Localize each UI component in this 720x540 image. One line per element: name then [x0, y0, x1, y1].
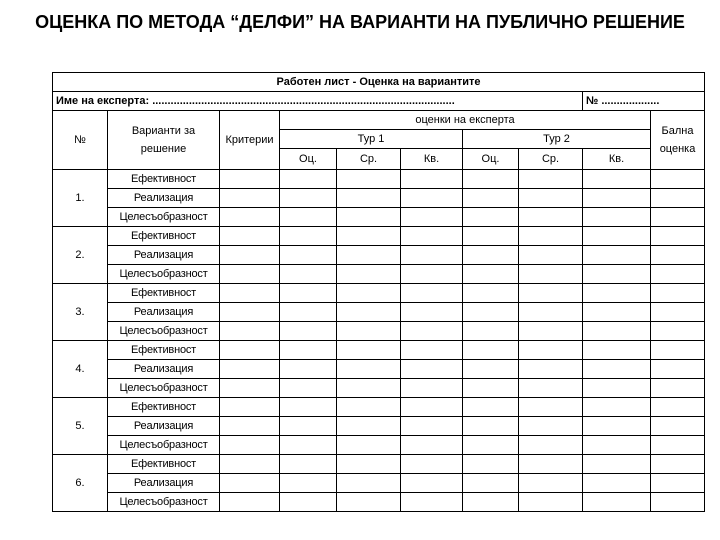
- score-r2-cell[interactable]: [463, 455, 519, 474]
- table-row: [53, 246, 705, 265]
- variant-number: 2.: [53, 227, 108, 284]
- evaluation-worksheet: [52, 72, 705, 512]
- table-row: [53, 398, 705, 417]
- header-quartile-r2: Кв.: [583, 149, 651, 170]
- weight-score-cell[interactable]: [651, 246, 705, 265]
- page-title: ОЦЕНКА ПО МЕТОДА “ДЕЛФИ” НА ВАРИАНТИ НА ПУБЛИЧНО РЕШЕНИЕ: [35, 12, 685, 32]
- criterion-label: Ефективност: [108, 398, 220, 417]
- criteria-cell[interactable]: [220, 170, 280, 189]
- quartile-r1-cell[interactable]: [401, 208, 463, 227]
- criterion-label: Целесъобразност: [108, 379, 220, 398]
- score-r1-cell[interactable]: [280, 474, 337, 493]
- quartile-r2-cell[interactable]: [583, 284, 651, 303]
- criterion-label: Ефективност: [108, 455, 220, 474]
- table-row: [53, 322, 705, 341]
- criteria-cell[interactable]: [220, 322, 280, 341]
- criteria-cell[interactable]: [220, 455, 280, 474]
- score-r2-cell[interactable]: [463, 227, 519, 246]
- table-row: [53, 265, 705, 284]
- criterion-label: Целесъобразност: [108, 436, 220, 455]
- mean-r1-cell[interactable]: [337, 417, 401, 436]
- mean-r2-cell[interactable]: [519, 474, 583, 493]
- quartile-r2-cell[interactable]: [583, 265, 651, 284]
- score-r1-cell[interactable]: [280, 284, 337, 303]
- score-r2-cell[interactable]: [463, 246, 519, 265]
- mean-r2-cell[interactable]: [519, 265, 583, 284]
- mean-r2-cell[interactable]: [519, 379, 583, 398]
- score-r2-cell[interactable]: [463, 189, 519, 208]
- criterion-label: Ефективност: [108, 170, 220, 189]
- mean-r2-cell[interactable]: [519, 208, 583, 227]
- quartile-r2-cell[interactable]: [583, 227, 651, 246]
- variant-number: 3.: [53, 284, 108, 341]
- score-r1-cell[interactable]: [280, 265, 337, 284]
- criterion-label: Ефективност: [108, 227, 220, 246]
- quartile-r1-cell[interactable]: [401, 303, 463, 322]
- table-row: [53, 227, 705, 246]
- score-r2-cell[interactable]: [463, 208, 519, 227]
- table-row: [53, 360, 705, 379]
- criteria-cell[interactable]: [220, 436, 280, 455]
- criteria-cell[interactable]: [220, 246, 280, 265]
- score-r2-cell[interactable]: [463, 303, 519, 322]
- quartile-r2-cell[interactable]: [583, 341, 651, 360]
- mean-r1-cell[interactable]: [337, 493, 401, 512]
- score-r1-cell[interactable]: [280, 360, 337, 379]
- quartile-r1-cell[interactable]: [401, 493, 463, 512]
- quartile-r2-cell[interactable]: [583, 246, 651, 265]
- score-r2-cell[interactable]: [463, 474, 519, 493]
- table-row: [53, 170, 705, 189]
- mean-r2-cell[interactable]: [519, 398, 583, 417]
- criteria-cell[interactable]: [220, 474, 280, 493]
- weight-score-cell[interactable]: [651, 303, 705, 322]
- quartile-r1-cell[interactable]: [401, 246, 463, 265]
- score-r1-cell[interactable]: [280, 170, 337, 189]
- mean-r2-cell[interactable]: [519, 284, 583, 303]
- criterion-label: Реализация: [108, 189, 220, 208]
- score-r2-cell[interactable]: [463, 417, 519, 436]
- quartile-r1-cell[interactable]: [401, 227, 463, 246]
- criterion-label: Целесъобразност: [108, 208, 220, 227]
- score-r2-cell[interactable]: [463, 360, 519, 379]
- header-quartile-r1: Кв.: [401, 149, 463, 170]
- score-r1-cell[interactable]: [280, 398, 337, 417]
- quartile-r2-cell[interactable]: [583, 208, 651, 227]
- quartile-r2-cell[interactable]: [583, 493, 651, 512]
- criterion-label: Ефективност: [108, 341, 220, 360]
- criterion-label: Реализация: [108, 417, 220, 436]
- mean-r2-cell[interactable]: [519, 417, 583, 436]
- quartile-r2-cell[interactable]: [583, 455, 651, 474]
- header-mean-r2: Ср.: [519, 149, 583, 170]
- quartile-r2-cell[interactable]: [583, 360, 651, 379]
- mean-r2-cell[interactable]: [519, 341, 583, 360]
- mean-r1-cell[interactable]: [337, 360, 401, 379]
- criteria-cell[interactable]: [220, 341, 280, 360]
- variant-number: 5.: [53, 398, 108, 455]
- worksheet-title: Работен лист - Оценка на вариантите: [53, 73, 705, 92]
- mean-r2-cell[interactable]: [519, 303, 583, 322]
- mean-r2-cell[interactable]: [519, 246, 583, 265]
- weight-score-cell[interactable]: [651, 341, 705, 360]
- criterion-label: Реализация: [108, 246, 220, 265]
- table-row: [53, 379, 705, 398]
- table-row: [53, 303, 705, 322]
- weight-score-cell[interactable]: [651, 417, 705, 436]
- weight-score-cell[interactable]: [651, 322, 705, 341]
- quartile-r1-cell[interactable]: [401, 398, 463, 417]
- mean-r1-cell[interactable]: [337, 322, 401, 341]
- criterion-label: Целесъобразност: [108, 322, 220, 341]
- quartile-r1-cell[interactable]: [401, 265, 463, 284]
- weight-score-cell[interactable]: [651, 474, 705, 493]
- mean-r1-cell[interactable]: [337, 303, 401, 322]
- criteria-cell[interactable]: [220, 360, 280, 379]
- quartile-r1-cell[interactable]: [401, 455, 463, 474]
- expert-name-field[interactable]: Име на експерта: ...................................................................................................: [53, 92, 583, 111]
- mean-r1-cell[interactable]: [337, 208, 401, 227]
- quartile-r1-cell[interactable]: [401, 436, 463, 455]
- score-r1-cell[interactable]: [280, 303, 337, 322]
- score-r2-cell[interactable]: [463, 436, 519, 455]
- score-r1-cell[interactable]: [280, 246, 337, 265]
- mean-r1-cell[interactable]: [337, 227, 401, 246]
- score-r1-cell[interactable]: [280, 189, 337, 208]
- mean-r2-cell[interactable]: [519, 455, 583, 474]
- quartile-r1-cell[interactable]: [401, 474, 463, 493]
- criteria-cell[interactable]: [220, 189, 280, 208]
- table-row: [53, 189, 705, 208]
- mean-r1-cell[interactable]: [337, 398, 401, 417]
- weight-score-cell[interactable]: [651, 284, 705, 303]
- criterion-label: Реализация: [108, 303, 220, 322]
- weight-score-cell[interactable]: [651, 493, 705, 512]
- mean-r1-cell[interactable]: [337, 379, 401, 398]
- header-no: №: [53, 111, 108, 170]
- score-r2-cell[interactable]: [463, 493, 519, 512]
- criteria-cell[interactable]: [220, 417, 280, 436]
- score-r2-cell[interactable]: [463, 170, 519, 189]
- score-r1-cell[interactable]: [280, 436, 337, 455]
- score-r1-cell[interactable]: [280, 208, 337, 227]
- criterion-label: Ефективност: [108, 284, 220, 303]
- mean-r2-cell[interactable]: [519, 170, 583, 189]
- weight-score-cell[interactable]: [651, 189, 705, 208]
- weight-score-cell[interactable]: [651, 455, 705, 474]
- score-r2-cell[interactable]: [463, 284, 519, 303]
- quartile-r2-cell[interactable]: [583, 398, 651, 417]
- criteria-cell[interactable]: [220, 284, 280, 303]
- header-round-2: Тур 2: [463, 130, 651, 149]
- header-score-r2: Оц.: [463, 149, 519, 170]
- score-r1-cell[interactable]: [280, 417, 337, 436]
- mean-r1-cell[interactable]: [337, 455, 401, 474]
- table-row: [53, 208, 705, 227]
- header-criteria: Критерии: [220, 111, 280, 170]
- variant-number: 4.: [53, 341, 108, 398]
- score-r1-cell[interactable]: [280, 341, 337, 360]
- weight-score-cell[interactable]: [651, 227, 705, 246]
- header-expert-scores: оценки на експерта: [280, 111, 651, 130]
- mean-r2-cell[interactable]: [519, 493, 583, 512]
- table-row: [53, 493, 705, 512]
- score-r2-cell[interactable]: [463, 265, 519, 284]
- score-r2-cell[interactable]: [463, 379, 519, 398]
- quartile-r2-cell[interactable]: [583, 322, 651, 341]
- criterion-label: Реализация: [108, 474, 220, 493]
- criterion-label: Целесъобразност: [108, 493, 220, 512]
- weight-score-cell[interactable]: [651, 360, 705, 379]
- quartile-r1-cell[interactable]: [401, 360, 463, 379]
- table-row: [53, 455, 705, 474]
- mean-r2-cell[interactable]: [519, 436, 583, 455]
- weight-score-cell[interactable]: [651, 398, 705, 417]
- criterion-label: Реализация: [108, 360, 220, 379]
- criteria-cell[interactable]: [220, 208, 280, 227]
- quartile-r1-cell[interactable]: [401, 170, 463, 189]
- quartile-r2-cell[interactable]: [583, 170, 651, 189]
- score-r1-cell[interactable]: [280, 379, 337, 398]
- table-row: [53, 341, 705, 360]
- criteria-cell[interactable]: [220, 398, 280, 417]
- header-round-1: Тур 1: [280, 130, 463, 149]
- criterion-label: Целесъобразност: [108, 265, 220, 284]
- expert-number-field[interactable]: № ...................: [583, 92, 705, 111]
- score-r1-cell[interactable]: [280, 227, 337, 246]
- quartile-r2-cell[interactable]: [583, 303, 651, 322]
- mean-r1-cell[interactable]: [337, 246, 401, 265]
- criteria-cell[interactable]: [220, 227, 280, 246]
- table-row: [53, 284, 705, 303]
- quartile-r2-cell[interactable]: [583, 436, 651, 455]
- score-r2-cell[interactable]: [463, 322, 519, 341]
- weight-score-cell[interactable]: [651, 208, 705, 227]
- quartile-r2-cell[interactable]: [583, 474, 651, 493]
- header-variants: Варианти за решение: [108, 111, 220, 170]
- quartile-r2-cell[interactable]: [583, 379, 651, 398]
- mean-r1-cell[interactable]: [337, 341, 401, 360]
- quartile-r2-cell[interactable]: [583, 189, 651, 208]
- quartile-r1-cell[interactable]: [401, 284, 463, 303]
- criteria-cell[interactable]: [220, 265, 280, 284]
- criteria-cell[interactable]: [220, 303, 280, 322]
- header-weight-score: Бална оценка: [651, 111, 705, 170]
- mean-r2-cell[interactable]: [519, 360, 583, 379]
- mean-r1-cell[interactable]: [337, 474, 401, 493]
- variant-number: 6.: [53, 455, 108, 512]
- mean-r1-cell[interactable]: [337, 284, 401, 303]
- score-r2-cell[interactable]: [463, 341, 519, 360]
- quartile-r1-cell[interactable]: [401, 341, 463, 360]
- weight-score-cell[interactable]: [651, 170, 705, 189]
- weight-score-cell[interactable]: [651, 436, 705, 455]
- table-row: [53, 436, 705, 455]
- weight-score-cell[interactable]: [651, 379, 705, 398]
- score-r1-cell[interactable]: [280, 322, 337, 341]
- mean-r1-cell[interactable]: [337, 170, 401, 189]
- mean-r1-cell[interactable]: [337, 189, 401, 208]
- mean-r2-cell[interactable]: [519, 189, 583, 208]
- mean-r1-cell[interactable]: [337, 436, 401, 455]
- score-r2-cell[interactable]: [463, 398, 519, 417]
- score-r1-cell[interactable]: [280, 493, 337, 512]
- criteria-cell[interactable]: [220, 379, 280, 398]
- quartile-r1-cell[interactable]: [401, 322, 463, 341]
- quartile-r1-cell[interactable]: [401, 379, 463, 398]
- quartile-r2-cell[interactable]: [583, 417, 651, 436]
- header-score-r1: Оц.: [280, 149, 337, 170]
- variant-number: 1.: [53, 170, 108, 227]
- table-row: [53, 474, 705, 493]
- mean-r1-cell[interactable]: [337, 265, 401, 284]
- criteria-cell[interactable]: [220, 493, 280, 512]
- mean-r2-cell[interactable]: [519, 227, 583, 246]
- header-mean-r1: Ср.: [337, 149, 401, 170]
- score-r1-cell[interactable]: [280, 455, 337, 474]
- table-row: [53, 417, 705, 436]
- mean-r2-cell[interactable]: [519, 322, 583, 341]
- quartile-r1-cell[interactable]: [401, 417, 463, 436]
- weight-score-cell[interactable]: [651, 265, 705, 284]
- quartile-r1-cell[interactable]: [401, 189, 463, 208]
